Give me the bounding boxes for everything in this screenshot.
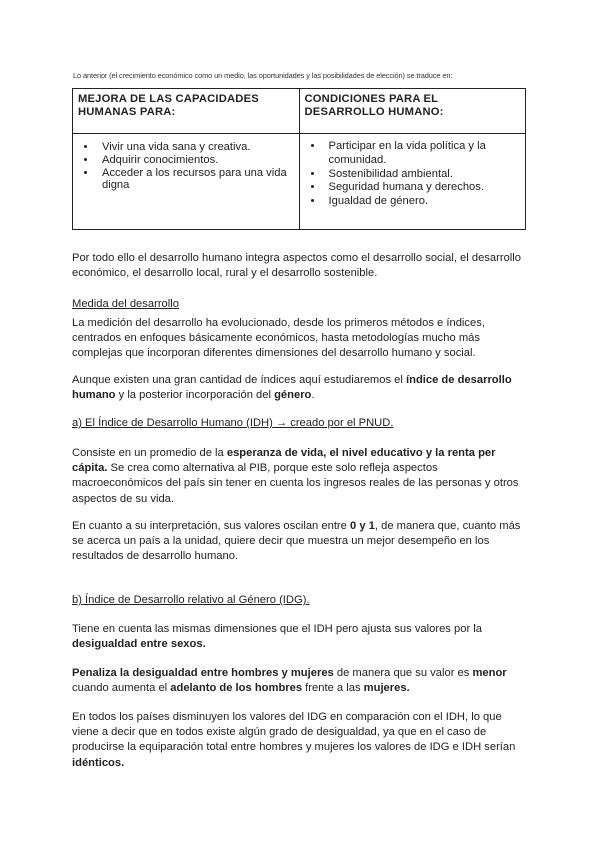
- list-item: • Acceder a los recursos para una vida digna: [97, 167, 294, 193]
- list-item: • Igualdad de género.: [324, 195, 521, 209]
- paragraph-idh-interpretacion: En cuanto a su interpretación, sus valores oscilan entre 0 y 1, de manera que, cuanto más se acerca un país a la unidad, quiere decir que muestra un mejor desempeño en los resultados de desarrollo humano.: [72, 520, 521, 563]
- list-item: • Sostenibilidad ambiental.: [324, 168, 521, 182]
- paragraph-idg-comparacion: En todos los países disminuyen los valores del IDG en comparación con el IDH, lo que viene a decir que en todos existe algún grado de desigualdad, ya que en el caso de producirse la equiparación total entre hombres y mujeres los valores de IDG e IDH serían idénticos.: [72, 711, 516, 769]
- table-cell-right: [299, 134, 526, 230]
- paragraph-indices: Aunque existen una gran cantidad de índices aquí estudiaremos el índice de desarrollo humano y la posterior incorporación del género.: [72, 374, 512, 402]
- paragraph-medicion: La medición del desarrollo ha evolucionado, desde los primeros métodos e índices, centrados en enfoques básicamente económicos, hasta metodologías mucho más complejas que incorporan diferentes dimensiones del desarrollo humano y social.: [72, 317, 485, 360]
- heading-idh: a) El Índice de Desarrollo Humano (IDH) → creado por el PNUD.: [72, 417, 394, 429]
- table-cell-left: [73, 134, 300, 230]
- list-item: • Vivir una vida sana y creativa.: [97, 141, 294, 154]
- capacidades-list: [81, 141, 294, 192]
- paragraph-idg-penaliza: Penaliza la desigualdad entre hombres y mujeres de manera que su valor es menor cuando aumenta el adelanto de los hombres frente a las mujeres.: [72, 667, 507, 695]
- paragraph-desarrollo-humano: Por todo ello el desarrollo humano integra aspectos como el desarrollo social, el desarrollo económico, el desarrollo local, rural y el desarrollo sostenible.: [72, 252, 521, 280]
- intro-line: Lo anterior (el crecimiento económico como un medio, las oportunidades y las posibilidades de elección) se traduce en:: [73, 71, 453, 80]
- condiciones-list: [308, 140, 521, 209]
- list-item: • Adquirir conocimientos.: [97, 154, 294, 167]
- list-item: • Seguridad humana y derechos.: [324, 181, 521, 195]
- paragraph-idh-definicion: Consiste en un promedio de la esperanza de vida, el nivel educativo y la renta per cápita. Se crea como alternativa al PIB, porque este solo refleja aspectos macroeconómicos del país sin tener en cuenta los ingresos reales de las personas y otros aspectos de su vida.: [72, 447, 519, 505]
- table-header-condiciones: CONDICIONES PARA EL DESARROLLO HUMANO:: [299, 89, 526, 134]
- list-item: • Participar en la vida política y la comunidad.: [324, 140, 521, 168]
- paragraph-idg-dimensiones: Tiene en cuenta las mismas dimensiones que el IDH pero ajusta sus valores por la desigualdad entre sexos.: [72, 623, 482, 651]
- capabilities-table: [72, 88, 526, 230]
- heading-idg: b) Índice de Desarrollo relativo al Género (IDG).: [72, 594, 310, 606]
- section-title-medida: Medida del desarrollo: [72, 298, 179, 310]
- table-header-capacidades: MEJORA DE LAS CAPACIDADES HUMANAS PARA:: [73, 89, 300, 134]
